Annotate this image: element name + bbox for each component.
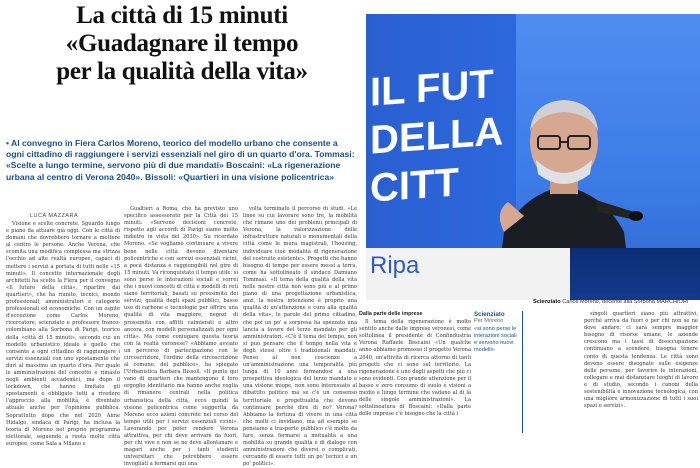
- headline-line-3: per la qualità della vita»: [56, 58, 308, 85]
- column-3-text: volta terminato il percorso di studi. «Le linee su cui lavorare sono tre, la mobilità che rimane uno dei problemi principali di Verona, la valorizzazione delle infrastrutture naturali e monumentali della città come le mura magistrali, l'housing, individuare cioè modalità di rigenerazione del costruito esistente». Progetti che hanno bisogno di tempo per essere messi a terra, come ha sottolineato il sindaco Damiano Tommasi. «Il tema della qualità della vita nelle nostre città non sono più e al primo piano di una progettazione urbanistica, anzi, la nostra intenzione è proprio una qualità di un'attenzione e cura alla qualità della vita», le parole del primo cittadino, che poi un po' a sorpresa ha spezzato una lancia a favore del terzo mandato per gli amministratori. «C'è il tema del tempo, non si può pensare che il tempo nella vita e degli stessi oltre i tradizionali mandati. Penso al non coscienze a un'amministrazione una temporalità più lunga di 10 anni fermandosi a una prospettiva ideologica del terzo mandato e una visione miope, non sono interessato al dibattito politico ma se c'è un consenso territoriale e progettualità che devono continuare perché dire di no? Verona? Abbiamo la fortuna di vivere in una città che molti ci invidiano, ma ad esempio se pensiamo a trasporto pubblico c'è molto da fare, senza fermarsi a mutualità a una mobilità su grande qualità e di dialogo con amministrazioni che diversi o complicati, cercando di essere tutti un po' tecnici e un po' politici».: [243, 206, 357, 468]
- column-1-text: Visione e scelte concrete. Sguardo lungo e piano da attuare già oggi. Con le città di domani che dovrebbero tornare a mettere al centro le persone. Anche Verona, che scomita una modifica complessa ma strizza l'occhio ad alte realtà europee, capaci di mettere i servizi a portata di tutti nelle «15 minuti». Il concetto internazionale degli architetti ha scelto la Fiera per il convegno «Il futuro della città», ripartire dai quartieri», che ha riunito, tecnici, mondo professionali, amministratori e categorie professionali ed economiche. Con un ospite d'eccezione come Carlos Moreno, ricercatore, scienziato e professore franco-colombiano alla Sorbona di Parigi, teorico della «città di 15 minuti», secondo cui un modello urbanistico ideale è quello che consente a ogni cittadino di raggiungere i servizi essenziali con uno spostamento che duri al massimo un quarto d'ora. Per quale le amministrazioni del concetto e rimasto negli ambienti accademici, ma dopo il lockdown, che hanno limitato gli spostamenti e obbligato tutti a rivedere l'approccio alla mobilità, è diventato attuale anche per l'opinione pubblica. Soprattutto dopo che nel 2020 Anne Hidalgo, sindaca di Parigi, ha inclusa la teoria di Moreno nel proprio programma elettorale, seguendo a ruota molte città europee, come Sala a Milano e: [6, 221, 120, 447]
- bullet-icon: •: [6, 138, 10, 148]
- article-photo: [366, 14, 700, 300]
- pull-quote-rule: [522, 311, 523, 433]
- column-4-text: Il tema della rigenerazione è molto sentito anche dalle imprese veronesi, come sottolinea il presidente di Confindustria Verona Raffaele Boscaini «Un qualche anno abbiamo promosso il progetto Verona 2040, un'attività di ricerca attorno di tanti progetti che ci sono sul territorio. La rigenerazione è uno degli aspetti che più ci sono evidenti. Con grande attenzione per il basso e zero consumo di suolo e visioni a medio e lungo termine che vadano al di là delle singole amministrazioni». La sottolineatura di Boscaini: «Dalla parte delle imprese c'è bisogno che la città i: [359, 319, 472, 418]
- section-subhead: Dalla parte delle imprese: [359, 311, 423, 317]
- caption-text: Carlos Moreno, docente alla Sorbona: [562, 299, 655, 305]
- pull-quote-title: Scienziato: [474, 311, 505, 318]
- article-column-2: [124, 206, 238, 468]
- podium-lettering: Ripa: [370, 252, 420, 279]
- article-summary: [6, 138, 356, 183]
- podium-band: [570, 248, 700, 300]
- pull-quote: [474, 311, 520, 355]
- photo-caption: [533, 299, 698, 305]
- podium: [366, 248, 700, 300]
- screen-word-2: DELLA: [370, 109, 504, 163]
- headline-line-2: «Guadagnare il tempo: [65, 30, 299, 57]
- article-column-5: [584, 311, 698, 410]
- column-2-text: Gualtieri a Roma, che ha previsto uno specifico assessorato per la Città dei 15 minuti. «Servono decisioni concrete, rispetto agli accordi di Parigi siamo molto indietro in vista del 2030». Su ricordato Moreno. «Se vogliamo continuare a vivere bene nelle città devono diventare policentriche e con servizi essenziali vicini, a poca distanza e raggiungibili nel giro di 15 minuti. Va riconquistato il tempo utile: si sono perse le interazioni sociali e vorrei che i nuovi concetti di città e modelli di reti siano territoriali, basati su prossimità dei servizi, qualità degli spazi pubblici, basso uso di carbone e tecnologie per offrire una qualità di vita maggiore, negozi di prossimità con affitti calmierati e altro ancora, con modelli personalizzati per ogni città». Ma come coniugare questa teoria con la realtà veronese? «Abbiamo avviato un percorso di partecipazione con le circoscrizioni, l'ordine della circoscrizione al comune, del pubblico», ha spiegato l'Urbanistica Barbara Bissoli. «Il punto qui vano di quartieri che mantengono il loro orgoglio identitario ma hanno anche voglia di rimanere centrali nella politica urbanistica della città, ecco quindi la visione policentrica come suggerita da Moreno ecco azioni concrete nel corso del tempo utili per i servizi essenziali vicini». Lavorando per poter rendere Verona attrattiva, per chi deve arrivare da fuori, per chi vive e non se ne deve allontanare e magari anche per i tanti studenti universitari che potrebbero essere invogliati a fermarsi qui una: [124, 206, 238, 468]
- author-byline: LUCA MAZZARA: [30, 213, 79, 219]
- article-column-4: [359, 311, 471, 418]
- screen-word-1: IL FUT: [370, 61, 494, 115]
- pull-quote-sub: Per Moreno: [474, 318, 504, 325]
- caption-credit: MARCHIORI: [656, 299, 689, 305]
- article-headline: [6, 2, 358, 86]
- headline-line-1: La città di 15 minuti: [76, 2, 288, 29]
- caption-label: Scienziato: [533, 299, 561, 305]
- pull-quote-text: «si sono perse le interazioni sociali e servono nuovi modelli»: [474, 325, 517, 354]
- article-column-3: [243, 206, 357, 468]
- article-column-1: [6, 221, 120, 448]
- column-5-text: singoli quartieri siano più attrattivi, perché arriva da fuori o per chi non se ne deve andare: ci sarà sempre maggior bisogno di risorse umane, le aziende crescono ma i tassi di disoccupazione continuano a scendere, bisogna tenere conto di questa tendenza. Le città sono devono essere disegnate sulle esigenze delle persone, per favorire le interazioni, collegare e mai distanziare luoghi di lavoro e di studio, secondo i canoni della sostenibilità e innovazione tecnologica, con una migliore armonizzazione di tutti i suoi spazi e servizi».: [584, 311, 698, 410]
- summary-text: Al convegno in Fiera Carlos Moreno, teorico del modello urbano che consente a ogni cittadino di raggiungere i servizi essenziali nel giro di un quarto d'ora. Tommasi: «Scelte a lungo termine, servono più di due mandati» Boscaini: «La rigenerazione urbana al centro di Verona 2040». Bissoli: «Quartieri in una visione policentrica»: [6, 138, 355, 182]
- screen-word-3: CITT: [370, 160, 459, 211]
